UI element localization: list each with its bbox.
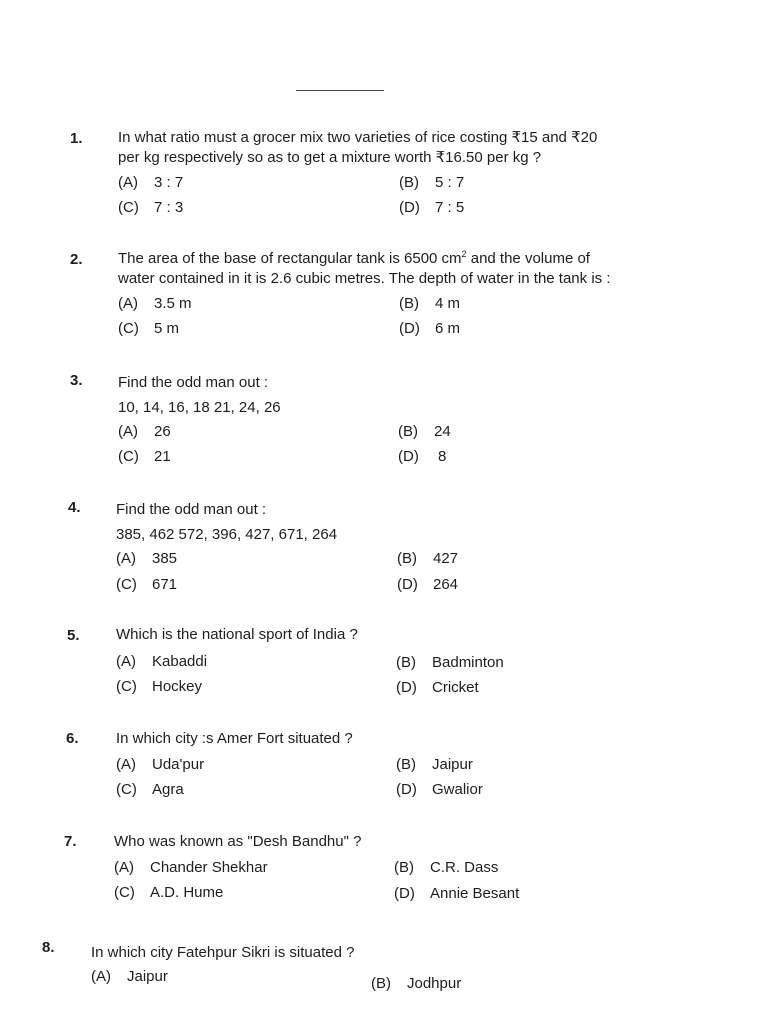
option-a: (A) Chander Shekhar [114,859,268,876]
option-a: (A) Uda'pur [116,756,205,773]
option-d: (D) 8 [398,448,447,465]
question-text [116,497,706,547]
question-sequence: 10, 14, 16, 18 21, 24, 26 [118,399,281,416]
option-b: (B) 427 [397,550,459,567]
question-number: 2. [70,251,83,268]
option-b: (B) Jodhpur [371,975,462,992]
question-line: Find the odd man out : [118,374,269,391]
question-text [91,943,681,963]
option-c: (C) Hockey [116,678,203,695]
option-d: (D) Gwalior [396,781,483,798]
option-a: (A) 26 [118,423,171,440]
question-number: 4. [68,499,81,516]
option-b: (B) C.R. Dass [394,859,499,876]
question-number: 3. [70,372,83,389]
question-line: per kg respectively so as to get a mixture worth ₹16.50 per kg ? [118,149,542,166]
option-a: (A) Kabaddi [116,653,208,670]
option-c: (C) 7 : 3 [118,199,184,216]
question-line: Who was known as "Desh Bandhu" ? [114,833,362,850]
question-text [114,832,704,852]
option-a: (A) 3.5 m [118,295,192,312]
question-text [118,128,708,168]
option-d: (D) Cricket [396,679,479,696]
option-b: (B) 4 m [399,295,461,312]
question-text [118,370,708,420]
question-number: 6. [66,730,79,747]
question-text [116,625,706,645]
question-text [116,729,706,749]
question-number: 5. [67,627,80,644]
option-b: (B) Jaipur [396,756,473,773]
question-line: In which city :s Amer Fort situated ? [116,730,353,747]
option-d: (D) 6 m [399,320,461,337]
question-line: The area of the base of rectangular tank is 6500 $cm^2$ and the volume of [118,249,590,267]
option-c: (C) 671 [116,576,178,593]
option-c: (C) Agra [116,781,184,798]
option-c: (C) 5 m [118,320,180,337]
option-d: (D) 7 : 5 [399,199,465,216]
option-b: (B) Badminton [396,654,504,671]
option-d: (D) Annie Besant [394,885,520,902]
option-c: (C) A.D. Hume [114,884,224,901]
option-b: (B) 24 [398,423,451,440]
question-sequence: 385, 462 572, 396, 427, 671, 264 [116,526,338,543]
option-b: (B) 5 : 7 [399,174,465,191]
question-line: water contained in it is 2.6 cubic metres. The depth of water in the tank is : [118,270,611,287]
option-a: (A) 3 : 7 [118,174,184,191]
option-d: (D) 264 [397,576,459,593]
question-line: Find the odd man out : [116,501,267,518]
option-a: (A) Jaipur [91,968,168,985]
question-number: 7. [64,833,77,850]
question-line: In which city Fatehpur Sikri is situated ? [91,944,355,961]
option-c: (C) 21 [118,448,171,465]
header-rule [296,90,384,91]
question-line: Which is the national sport of India ? [116,626,358,643]
question-line: In what ratio must a grocer mix two varieties of rice costing ₹15 and ₹20 [118,129,598,146]
question-number: 1. [70,130,83,147]
question-number: 8. [42,939,55,956]
option-a: (A) 385 [116,550,178,567]
question-text [118,249,708,289]
